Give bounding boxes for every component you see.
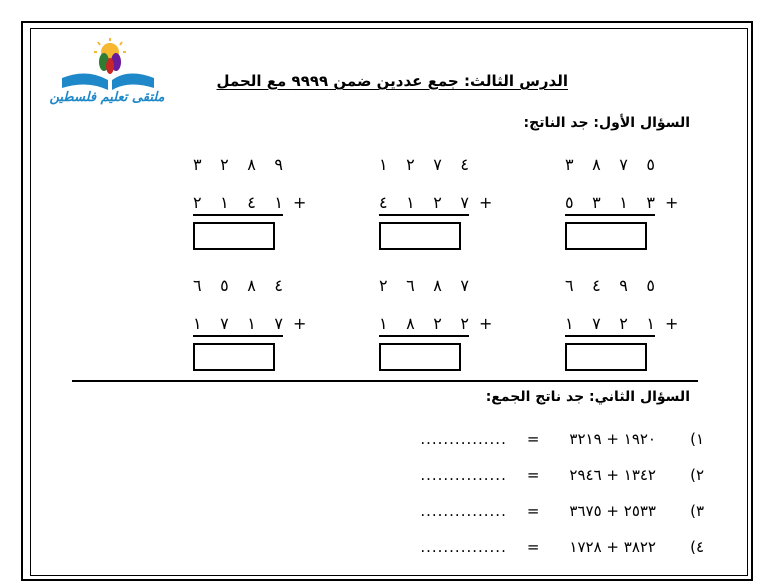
problem-6-top: ٦ ٥ ٨ ٤ xyxy=(193,276,283,295)
plus-sign: + xyxy=(665,314,679,333)
problem-5-bottom: ١ ٨ ٢ ٢ xyxy=(379,314,469,333)
section-divider xyxy=(72,380,698,382)
sum-line xyxy=(565,214,655,216)
item-index: ٤) xyxy=(690,538,704,556)
problem-1-top: ٣ ٨ ٧ ٥ xyxy=(565,155,655,174)
answer-blank-2[interactable]: ............... xyxy=(420,466,507,484)
item-equals: = xyxy=(526,466,540,484)
answer-box-6[interactable] xyxy=(193,343,275,371)
item-expression: ٢٥٣٣ + ٣٦٧٥ xyxy=(569,502,656,520)
lesson-title: الدرس الثالث: جمع عددين ضمن ٩٩٩٩ مع الحمل xyxy=(216,72,568,90)
item-index: ٢) xyxy=(690,466,704,484)
sum-line xyxy=(379,214,469,216)
exercise-item-1 xyxy=(420,430,704,450)
plus-sign: + xyxy=(479,314,493,333)
problem-4-bottom: ١ ٧ ٢ ١ xyxy=(565,314,655,333)
item-expression: ٣٨٢٢ + ١٧٢٨ xyxy=(569,538,656,556)
problem-2-top: ١ ٢ ٧ ٤ xyxy=(379,155,469,174)
answer-blank-4[interactable]: ............... xyxy=(420,538,507,556)
item-expression: ١٣٤٢ + ٢٩٤٦ xyxy=(569,466,656,484)
sum-line xyxy=(193,335,283,337)
problem-6 xyxy=(193,276,307,357)
logo-text: ملتقى تعليم فلسطين xyxy=(49,90,165,105)
problem-5-top: ٢ ٦ ٨ ٧ xyxy=(379,276,469,295)
item-equals: = xyxy=(526,538,540,556)
question1-heading: السؤال الأول: جد الناتج: xyxy=(523,115,690,131)
answer-box-3[interactable] xyxy=(193,222,275,250)
exercise-item-2 xyxy=(420,466,704,486)
plus-sign: + xyxy=(479,193,493,212)
problem-4 xyxy=(565,276,679,357)
problem-3-bottom: ٢ ١ ٤ ١ xyxy=(193,193,283,212)
problem-1 xyxy=(565,155,679,236)
problem-4-top: ٦ ٤ ٩ ٥ xyxy=(565,276,655,295)
item-expression: ١٩٢٠ + ٣٢١٩ xyxy=(569,430,656,448)
plus-sign: + xyxy=(293,193,307,212)
answer-box-2[interactable] xyxy=(379,222,461,250)
exercise-item-4 xyxy=(420,538,704,558)
answer-blank-3[interactable]: ............... xyxy=(420,502,507,520)
problem-6-bottom: ١ ٧ ١ ٧ xyxy=(193,314,283,333)
problem-2 xyxy=(379,155,493,236)
item-index: ١) xyxy=(690,430,704,448)
answer-box-5[interactable] xyxy=(379,343,461,371)
problem-2-bottom: ٤ ١ ٢ ٧ xyxy=(379,193,469,212)
sum-line xyxy=(379,335,469,337)
answer-blank-1[interactable]: ............... xyxy=(420,430,507,448)
plus-sign: + xyxy=(665,193,679,212)
exercise-item-3 xyxy=(420,502,704,522)
problem-3 xyxy=(193,155,307,236)
sum-line xyxy=(565,335,655,337)
item-equals: = xyxy=(526,502,540,520)
problem-1-bottom: ٥ ٣ ١ ٣ xyxy=(565,193,655,212)
question2-heading: السؤال الثاني: جد ناتج الجمع: xyxy=(485,389,690,405)
item-equals: = xyxy=(526,430,540,448)
problem-5 xyxy=(379,276,493,357)
answer-box-4[interactable] xyxy=(565,343,647,371)
sum-line xyxy=(193,214,283,216)
answer-box-1[interactable] xyxy=(565,222,647,250)
plus-sign: + xyxy=(293,314,307,333)
item-index: ٣) xyxy=(690,502,704,520)
problem-3-top: ٣ ٢ ٨ ٩ xyxy=(193,155,283,174)
